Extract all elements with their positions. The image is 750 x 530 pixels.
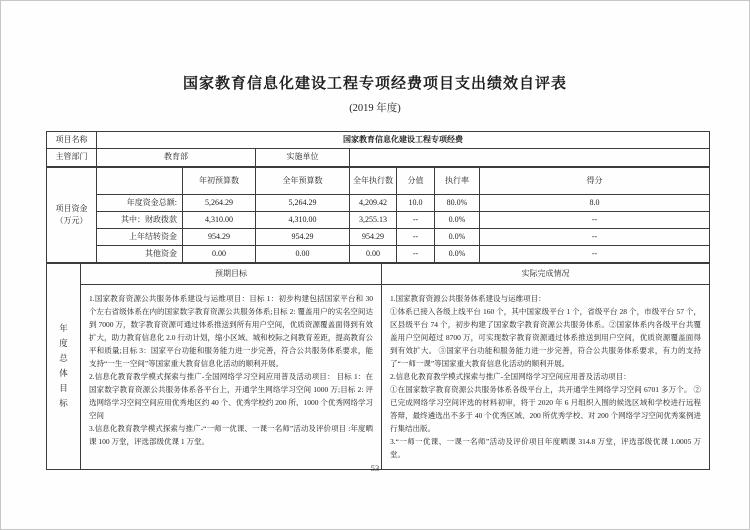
actual-paragraph-3: 2.信息化教育教学模式探索与推广-全国网络学习空间应用普及活动项目： [390,371,631,381]
fund-row-appropriation [47,212,710,229]
fund-header-rate: 执行率 [435,167,480,195]
fund-row-total [47,195,710,212]
dept-label: 主管部门 [47,149,97,167]
fund-header-points: 分值 [397,167,435,195]
fund-row-label: 上年结转资金 [97,229,183,246]
fund-header-score: 得分 [480,167,710,195]
fund-cell-rate: 0.0% [435,229,480,246]
annual-goals-vertical-text: 年度总体目标 [59,323,68,409]
expected-goals-header: 预期目标 [81,263,382,284]
fund-cell-points: 10.0 [397,195,435,212]
page-title: 国家教育信息化建设工程专项经费项目支出绩效自评表 [182,76,567,92]
actual-completion-header: 实际完成情况 [382,263,710,284]
fund-cell-annual: 954.29 [256,229,350,246]
actual-paragraph-2: ①体系已接入各级上线平台 160 个，其中国家级平台 1 个，省级平台 28 个，市级平台 57 个，区县级平台 74 个，初步构建了国家数字教育资源公共服务体系。②国家体系内各级平台共覆盖用户空间超过 8700 万，可实现数字教育资源通过体系推送到用户空间，优质资源覆盖面得到有效扩大。 ③国家平台功能和服务能力进一步完善，符合公共服务体系要求，有力的支持了“一师一课”等国家重大教育信息化活动的顺利开展。 [390,306,701,368]
expected-paragraph-1: 1.国家教育资源公共服务体系建设与运维项目：目标 1：初步构建包括国家平台和 30 个左右省级体系在内的国家数字教育资源公共服务体系;目标 2: 覆盖用户的实名空间达到 7000 万，数字教育资源可通过体系推送到所有用户空间，优质资源覆盖面得到有效扩大，助力教育信息化 2.0 行动计划，缩小区域、城和校际之间教育差距，提高教育公平和质量;目标 3：国家平台功能和服务能力进一步完善，符合公共服务体系要求，能支持“一生一空间”等国家重大教育信息化活动的顺利开展。 [89,293,373,368]
fund-cell-initial: 0.00 [183,246,256,263]
fund-cell-rate: 80.0% [435,195,480,212]
fund-cell-score: -- [480,246,710,263]
fund-row-carryover [47,229,710,246]
fund-cell-score: 8.0 [480,195,710,212]
page-subtitle: (2019 年度) [349,103,401,114]
fund-header-executed: 全年执行数 [350,167,397,195]
fund-row-label: 其他资金 [97,246,183,263]
fund-cell-initial: 5,264.29 [183,195,256,212]
actual-completion-cell [382,284,710,469]
fund-section-label: 项目资金（万元） [47,167,97,263]
fund-header-initial: 年初预算数 [183,167,256,195]
expected-paragraph-3: 3.信息化教育教学模式探索与推广-“一师一优课、一课一名师”活动及评价项目 :年度晒课 100 万堂，评选部级优课 1 万堂。 [89,423,373,446]
fund-cell-score: -- [480,212,710,229]
unit-label: 实施单位 [256,149,350,167]
evaluation-form [46,131,709,470]
fund-cell-executed: 3,255.13 [350,212,397,229]
fund-cell-annual: 0.00 [256,246,350,263]
fund-cell-executed: 0.00 [350,246,397,263]
fund-row-label: 年度资金总额: [97,195,183,212]
fund-cell-points: -- [397,212,435,229]
fund-cell-rate: 0.0% [435,246,480,263]
annual-goals-table [46,262,710,470]
project-info-fund-table [46,131,710,263]
actual-paragraph-4: ①在国家数字教育资源公共服务体系各级平台上，共开通学生网络学习空间 6701 多万个。 ②已完成网络学习空间评选的材料初审，将于 2020 年 6 月组织入围的候选区域和学校进行远程答辩，最终遴选出不多于 40 个优秀区域、200 所优秀学校、对 200 个网络学习空间优秀案例进行集结出版。 [390,384,701,433]
page-number: 53 [370,463,380,473]
actual-paragraph-1: 1.国家教育资源公共服务体系建设与运维项目： [390,293,546,303]
fund-cell-initial: 4,310.00 [183,212,256,229]
fund-cell-points: -- [397,229,435,246]
fund-cell-points: -- [397,246,435,263]
fund-row-other [47,246,710,263]
fund-cell-executed: 954.29 [350,229,397,246]
actual-paragraph-5: 3.“一师一优课、一课一名师”活动及评价项目年度晒课 314.8 万堂，评选部级优课 1.0005 万堂。 [390,436,701,459]
expected-paragraph-2: 2.信息化教育教学模式探索与推广-全国网络学习空间应用普及活动项目： 目标 1：在国家数字教育资源公共服务体系各平台上，开通学生网络学习空间 1000 万;目标 2: 评选网络学习空间空间应用优秀地区约 40 个、优秀学校约 200 所、1000 个优秀网络学习空间 [89,371,373,420]
fund-cell-annual: 4,310.00 [256,212,350,229]
dept-value: 教育部 [97,149,256,167]
fund-cell-rate: 0.0% [435,212,480,229]
fund-cell-score: -- [480,229,710,246]
fund-cell-executed: 4,209.42 [350,195,397,212]
expected-goals-cell [81,284,382,469]
project-name-label: 项目名称 [47,132,97,149]
fund-blank-cell [97,167,183,195]
project-name-value: 国家教育信息化建设工程专项经费 [97,132,710,149]
fund-header-annual: 全年预算数 [256,167,350,195]
fund-row-label: 其中：财政拨款 [97,212,183,229]
fund-cell-initial: 954.29 [183,229,256,246]
fund-cell-annual: 5,264.29 [256,195,350,212]
unit-value [350,149,710,167]
annual-goals-row-label [47,263,81,469]
